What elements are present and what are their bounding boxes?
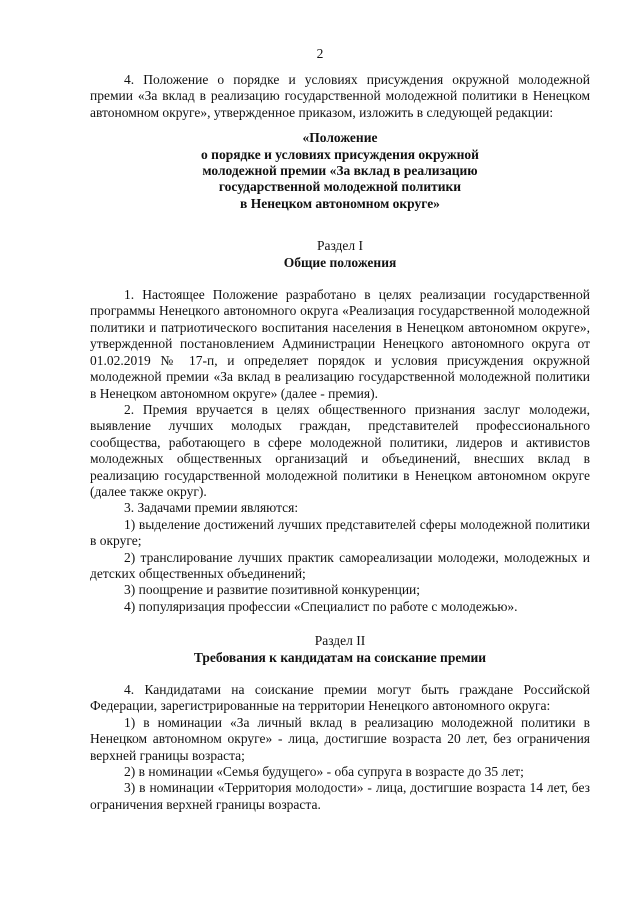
- regulation-title: [90, 130, 590, 212]
- section1-paragraph: 3. Задачами премии являются:: [124, 500, 299, 516]
- section1-title: Общие положения: [283, 254, 397, 270]
- page-number: 2: [316, 46, 324, 61]
- section1-paragraph: 4) популяризация профессии «Специалист по работе с молодежью».: [124, 598, 518, 614]
- section1-paragraph: 3) поощрение и развитие позитивной конкуренции;: [124, 582, 421, 598]
- regulation-title-line: в Ненецком автономном округе»: [240, 195, 440, 211]
- section2-paragraph: 4. Кандидатами на соискание премии могут быть граждане Российской Федерации, зарегистрированные на территории Ненецкого автономного округа:: [90, 682, 590, 714]
- regulation-title-line: молодежной премии «За вклад в реализацию: [202, 163, 478, 179]
- section2-title: Требования к кандидатам на соискание премии: [193, 649, 487, 665]
- regulation-title-line: «Положение: [302, 130, 378, 146]
- section1-label: Раздел I: [316, 238, 364, 254]
- section1-paragraph: 1) выделение достижений лучших представителей сферы молодежной политики в округе;: [90, 516, 590, 549]
- regulation-title-line: государственной молодежной политики: [218, 179, 462, 195]
- document-body: [90, 72, 590, 813]
- section1-paragraph: 1. Настоящее Положение разработано в целях реализации государственной программы Ненецкого автономного округа «Реализация государственной молодежной политики и патриотического воспитания населения в Ненецком автономном округе», утвержденной постановлением Администрации Ненецкого автономного округа от 01.02.2019 № 17-п, и определяет порядок и условия присуждения окружной молодежной премии «За вклад в реализацию государственной молодежной политики в Ненецком автономном округе» (далее - премия).: [90, 287, 590, 401]
- section2-paragraph: 2) в номинации «Семья будущего» - оба супруга в возрасте до 35 лет;: [124, 764, 524, 780]
- section2-paragraph: 3) в номинации «Территория молодости» - лица, достигшие возраста 14 лет, без ограничения верхней границы возраста.: [90, 780, 590, 812]
- intro-paragraph: 4. Положение о порядке и условиях присуждения окружной молодежной премии «За вклад в реализацию государственной молодежной политики в Ненецком автономном округе», утвержденное приказом, изложить в следующей редакции:: [90, 72, 590, 120]
- section2-label: Раздел II: [314, 633, 366, 649]
- section2-paragraph: 1) в номинации «За личный вклад в реализацию молодежной политики в Ненецком автономном округе» - лица, достигшие возраста 20 лет, без ограничения верхней границы возраста;: [90, 714, 590, 763]
- regulation-title-line: о порядке и условиях присуждения окружной: [201, 146, 479, 162]
- section1-paragraph: 2. Премия вручается в целях общественного признания заслуг молодежи, выявление лучших молодых граждан, представителей профессионального сообщества, работающего в сфере молодежной политики, лидеров и активистов молодежных общественных организаций и объединений, внесших вклад в реализацию государственной молодежной политики в Ненецком автономном округе (далее также округ).: [90, 401, 590, 499]
- section1-paragraph: 2) транслирование лучших практик самореализации молодежи, молодежных и детских общественных объединений;: [90, 549, 590, 581]
